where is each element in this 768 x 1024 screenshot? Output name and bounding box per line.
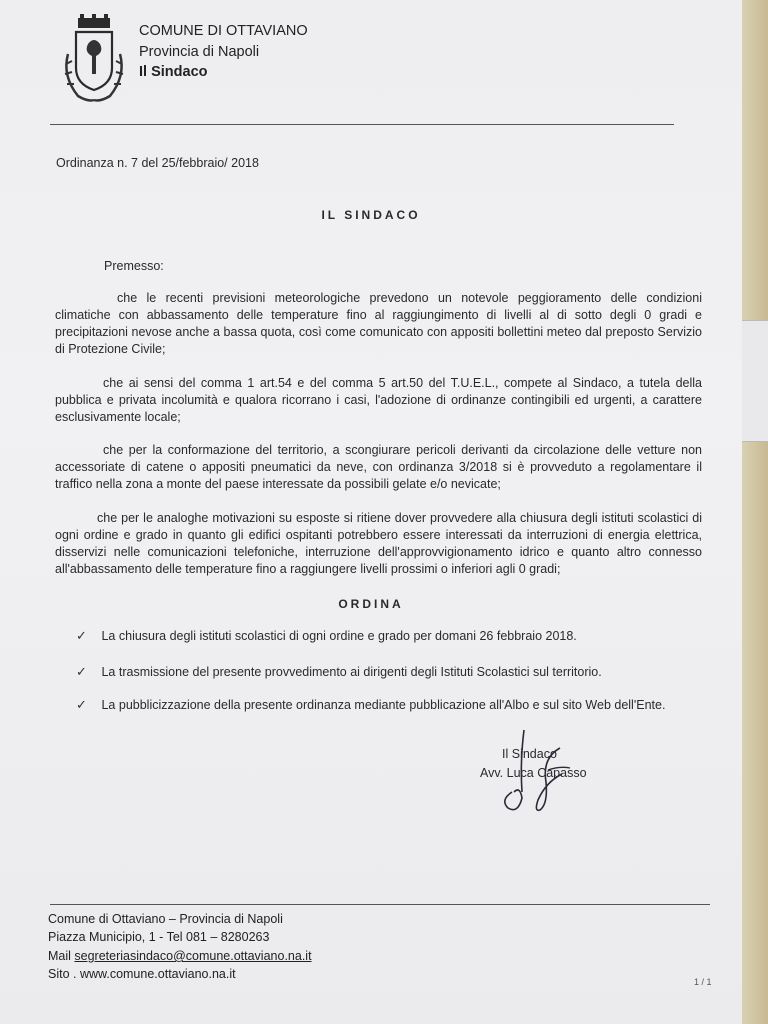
header-divider <box>50 124 674 125</box>
section-title-ordina: ORDINA <box>338 597 404 611</box>
check-icon: ✓ <box>76 697 87 712</box>
order-item-text: La pubblicizzazione della presente ordinanza mediante pubblicazione all'Albo e sul sito Web dell'Ente. <box>101 698 666 712</box>
check-icon: ✓ <box>76 664 87 679</box>
footer-divider <box>50 904 710 905</box>
background-surface <box>742 0 768 1024</box>
order-list-item <box>76 628 577 644</box>
premise-paragraph: che le recenti previsioni meteorologiche prevedono un notevole peggioramento delle condizioni climatiche con abbassamento delle temperature fino al raggiungimento di livelli al di sotto degli 0 gradi e precipitazioni nevose anche a bassa quota, così come comunicato con appositi bollettini meteo dal preposto Servizio di Protezione Civile; <box>55 291 702 356</box>
comune-name: COMUNE DI OTTAVIANO <box>139 23 308 39</box>
section-title-sindaco: IL SINDACO <box>321 208 421 222</box>
footer-mail-link[interactable]: segreteriasindaco@comune.ottaviano.na.it <box>74 949 312 963</box>
ordinanza-reference: Ordinanza n. 7 del 25/febbraio/ 2018 <box>56 156 259 170</box>
footer-site: Sito . www.comune.ottaviano.na.it <box>48 967 236 981</box>
footer-address: Piazza Municipio, 1 - Tel 081 – 8280263 <box>48 930 270 944</box>
premise-paragraph: che per la conformazione del territorio, a scongiurare pericoli derivanti da circolazione delle vetture non accessoriate di catene o appositi pneumatici da neve, con ordinanza 3/2018 si è provveduto a regolamentare il traffico nella zona a monte del paese interessate da possibili gelate e/o nevicate; <box>55 443 702 491</box>
order-item-text: La trasmissione del presente provvedimento ai dirigenti degli Istituti Scolastici sul territorio. <box>101 665 602 679</box>
premise-paragraph: che per le analoghe motivazioni su esposte si ritiene dover provvedere alla chiusura degli istituti scolastici di ogni ordine e grado in quanto gli edifici ospitanti potrebbero essere interessati da interruzioni di energia elettrica, disservizi nelle comunicazioni telefoniche, interruzione dell'approvvigionamento idrico e quanto altro connesso all'abbassamento delle temperature fino a raggiungere livelli prossimi o inferiori agli 0 gradi; <box>55 511 702 576</box>
check-icon: ✓ <box>76 628 87 643</box>
handwritten-signature <box>490 722 600 822</box>
adjacent-page-edge <box>742 320 768 442</box>
premesso-label: Premesso: <box>104 259 164 273</box>
order-list-item <box>76 664 602 680</box>
header-role: Il Sindaco <box>139 64 208 80</box>
signature-name: Avv. Luca Capasso <box>480 766 587 780</box>
premise-paragraph: che ai sensi del comma 1 art.54 e del comma 5 art.50 del T.U.E.L., compete al Sindaco, a tutela della pubblica e privata incolumità e qualora ricorrano i casi, l'adozione di ordinanze contingibili ed urgenti, a carattere esclusivamente locale; <box>55 376 702 424</box>
coat-of-arms-icon <box>58 14 130 106</box>
provincia-name: Provincia di Napoli <box>139 44 260 60</box>
page-number: 1 / 1 <box>694 977 712 987</box>
order-list-item <box>76 697 665 713</box>
footer-mail <box>48 949 312 963</box>
signature-title: Il Sindaco <box>502 747 557 761</box>
footer-mail-label: Mail <box>48 949 75 963</box>
order-item-text: La chiusura degli istituti scolastici di ogni ordine e grado per domani 26 febbraio 2018. <box>101 629 577 643</box>
footer-entity: Comune di Ottaviano – Provincia di Napoli <box>48 912 283 926</box>
